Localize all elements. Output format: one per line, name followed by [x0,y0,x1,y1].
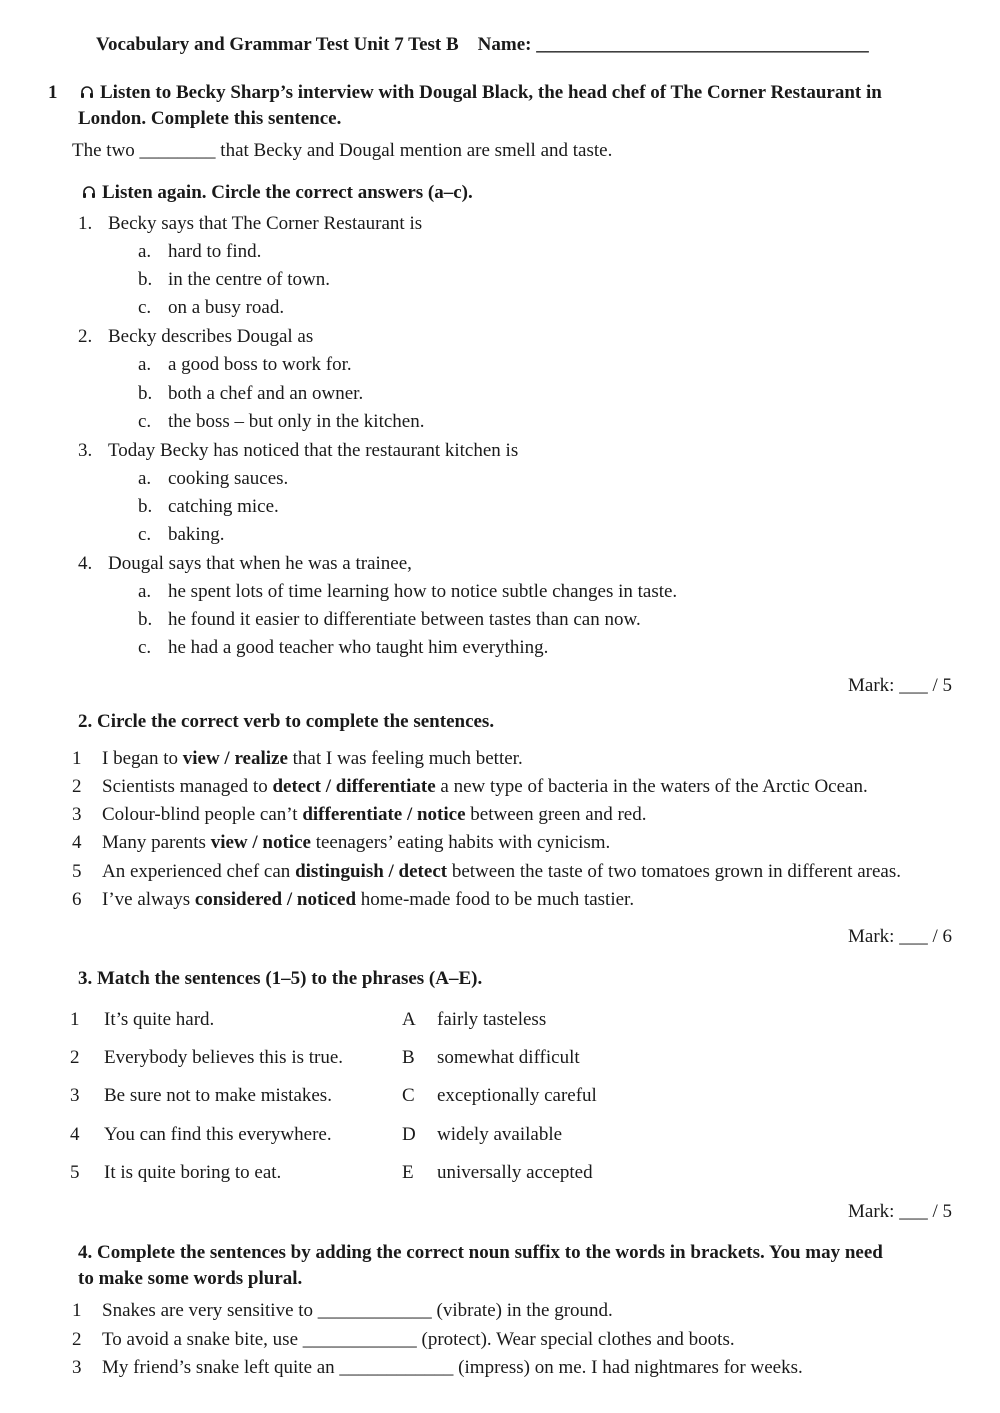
section-4-heading-cont: to make some words plural. [78,1268,303,1289]
section-3-mark: Mark: ___ / 5 [848,1201,952,1222]
section-1-sentence: The two ________ that Becky and Dougal mention are smell and taste. [72,140,613,161]
section-2-mark: Mark: ___ / 6 [848,926,952,947]
verb-choice[interactable]: detect / differentiate [272,776,436,797]
question-2: 2. Becky describes Dougal as [78,326,314,347]
option-4b[interactable]: b. he found it easier to differentiate between tastes than can now. [138,609,641,630]
s4-item-2[interactable]: 2 To avoid a snake bite, use ____________ (protect). Wear special clothes and boots. [72,1329,735,1350]
section-1-instruction-2: Listen again. Circle the correct answers (a–c). [82,182,473,204]
section-2-heading: 2. Circle the correct verb to complete the sentences. [78,711,495,732]
s4-item-3[interactable]: 3 My friend’s snake left quite an ____________ (impress) on me. I had nightmares for weeks. [72,1357,803,1378]
s3-phrase-a: A fairly tasteless [402,1009,547,1030]
verb-choice[interactable]: considered / noticed [194,889,357,910]
sentence-blank[interactable]: ________ [139,140,216,161]
option-3a[interactable]: a. cooking sauces. [138,468,289,489]
option-4c[interactable]: c. he had a good teacher who taught him everything. [138,637,549,658]
question-3: 3. Today Becky has noticed that the restaurant kitchen is [78,440,519,461]
section-1-instruction-cont: London. Complete this sentence. [78,108,342,129]
option-4a[interactable]: a. he spent lots of time learning how to notice subtle changes in taste. [138,581,678,602]
s3-phrase-b: B somewhat difficult [402,1047,580,1068]
section-1-number: 1 [48,82,58,103]
title-text: Vocabulary and Grammar Test Unit 7 Test B [96,34,459,55]
s2-item-6: 6 I’ve always considered / noticed home-made food to be much tastier. [72,889,635,910]
question-4: 4. Dougal says that when he was a trainee, [78,553,412,574]
verb-choice[interactable]: view / notice [210,832,311,853]
section-1-mark: Mark: ___ / 5 [848,675,952,696]
s3-sentence-5: 5 It is quite boring to eat. [70,1162,282,1183]
option-1a[interactable]: a. hard to find. [138,241,262,262]
verb-choice[interactable]: distinguish / detect [295,861,448,882]
verb-choice[interactable]: view / realize [182,748,288,769]
option-2c[interactable]: c. the boss – but only in the kitchen. [138,411,425,432]
s2-item-2: 2 Scientists managed to detect / differentiate a new type of bacteria in the waters of the Arctic Ocean. [72,776,868,797]
section-1-instruction: Listen to Becky Sharp’s interview with Dougal Black, the head chef of The Corner Restaurant in [80,82,882,104]
headphones-icon [82,185,96,199]
name-field[interactable]: ___________________________________ [536,34,869,55]
s3-sentence-1: 1 It’s quite hard. [70,1009,215,1030]
s3-phrase-e: E universally accepted [402,1162,593,1183]
s4-item-1[interactable]: 1 Snakes are very sensitive to ____________ (vibrate) in the ground. [72,1300,613,1321]
section-3-heading: 3. Match the sentences (1–5) to the phrases (A–E). [78,968,483,989]
option-2b[interactable]: b. both a chef and an owner. [138,383,364,404]
option-2a[interactable]: a. a good boss to work for. [138,354,352,375]
s2-item-4: 4 Many parents view / notice teenagers’ eating habits with cynicism. [72,832,611,853]
test-title [96,34,869,56]
headphones-icon [80,85,94,99]
s3-phrase-d: D widely available [402,1124,563,1145]
option-3b[interactable]: b. catching mice. [138,496,279,517]
option-1c[interactable]: c. on a busy road. [138,297,285,318]
s2-item-1: 1 I began to view / realize that I was feeling much better. [72,748,523,769]
name-label: Name: [477,34,532,55]
option-3c[interactable]: c. baking. [138,524,225,545]
option-1b[interactable]: b. in the centre of town. [138,269,330,290]
s2-item-3: 3 Colour-blind people can’t differentiate / notice between green and red. [72,804,647,825]
s3-sentence-2: 2 Everybody believes this is true. [70,1047,344,1068]
verb-choice[interactable]: differentiate / notice [302,804,466,825]
s3-sentence-4: 4 You can find this everywhere. [70,1124,332,1145]
s2-item-5: 5 An experienced chef can distinguish / detect between the taste of two tomatoes grown in different areas. [72,861,902,882]
s3-phrase-c: C exceptionally careful [402,1085,597,1106]
s3-sentence-3: 3 Be sure not to make mistakes. [70,1085,332,1106]
section-4-heading: 4. Complete the sentences by adding the correct noun suffix to the words in brackets. You may need [78,1242,883,1263]
question-1: 1. Becky says that The Corner Restaurant is [78,213,423,234]
